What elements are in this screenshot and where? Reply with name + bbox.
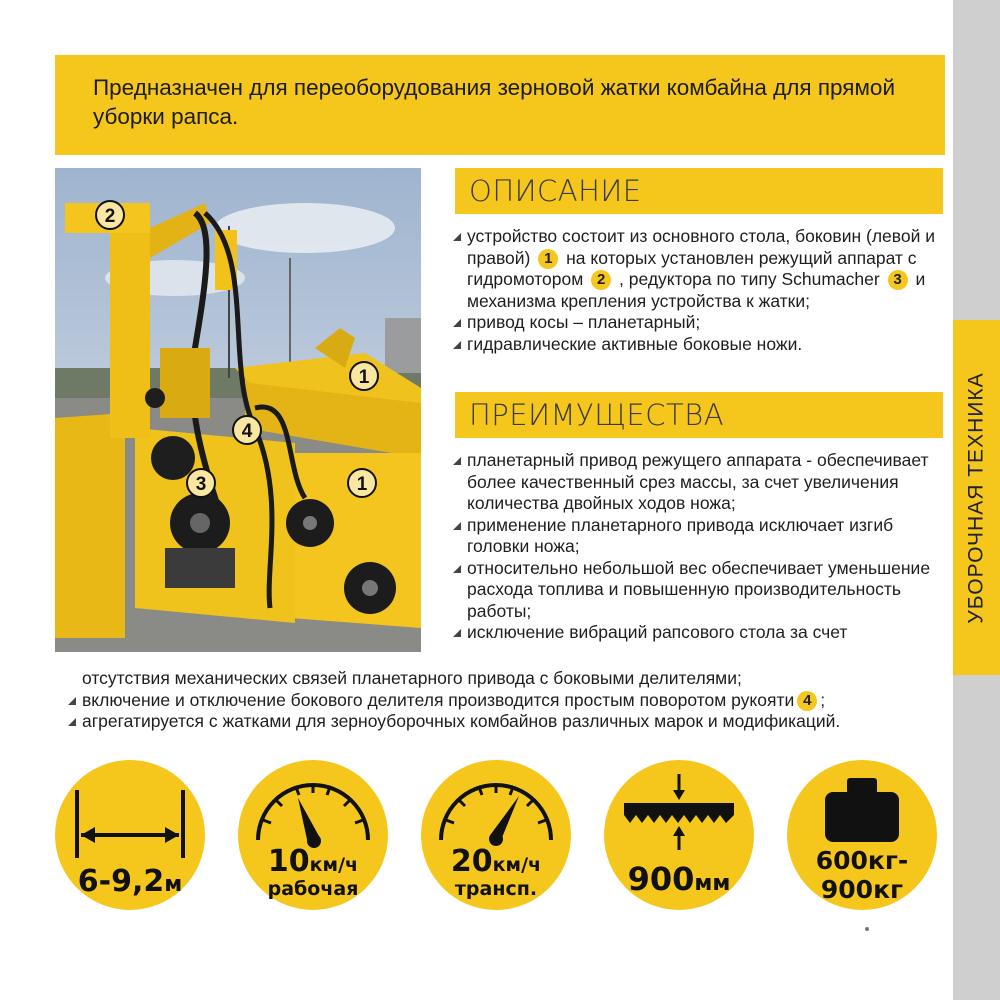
callout-badge-4 xyxy=(233,416,261,444)
list-item: агрегатируется с жатками для зерноуборочных комбайнов различных марок и модификаций. xyxy=(68,711,953,733)
list-item: относительно небольшой вес обеспечивает уменьшение расхода топлива и повышенную производительность работы; xyxy=(453,558,943,623)
spec-work-speed: 10км/ч рабочая xyxy=(238,760,388,910)
callout-number: 3 xyxy=(888,270,908,290)
decorative-dot xyxy=(865,927,869,931)
callout-badge-3 xyxy=(187,469,215,497)
spec-transport-speed: 20км/ч трансп. xyxy=(421,760,571,910)
svg-text:1: 1 xyxy=(358,367,370,388)
list-item: включение и отключение бокового делителя производится простым поворотом рукояти 4 ; xyxy=(68,690,953,712)
callout-badge-1-top xyxy=(350,362,378,390)
list-item-continuation: отсутствия механических связей планетарного привода с боковыми делителями; xyxy=(82,668,742,688)
bullet-triangle-icon xyxy=(68,697,76,705)
bullet-triangle-icon xyxy=(453,629,461,637)
spec-cut-height: 900мм xyxy=(604,760,754,910)
bullet-triangle-icon xyxy=(453,319,461,327)
callout-badge-1-side xyxy=(348,469,376,497)
callout-badge-2 xyxy=(96,201,124,229)
list-item: гидравлические активные боковые ножи. xyxy=(453,334,943,356)
spec-weight: 600кг- 900кг xyxy=(787,760,937,910)
spec-width: 6-9,2м xyxy=(55,760,205,910)
list-item: планетарный привод режущего аппарата - обеспечивает более качественный срез массы, за счет увеличения количества двойных ходов ножа; xyxy=(453,450,943,515)
intro-banner xyxy=(55,55,945,155)
side-category-label: УБОРОЧНАЯ ТЕХНИКА xyxy=(964,371,988,624)
bullet-triangle-icon xyxy=(453,233,461,241)
description-heading: ОПИСАНИЕ xyxy=(455,168,943,214)
bullet-triangle-icon xyxy=(453,457,461,465)
list-item: применение планетарного привода исключает изгиб головки ножа; xyxy=(453,515,943,558)
svg-text:4: 4 xyxy=(241,421,253,442)
svg-text:1: 1 xyxy=(356,474,368,495)
bullet-triangle-icon xyxy=(453,565,461,573)
bullet-triangle-icon xyxy=(68,718,76,726)
list-item: привод косы – планетарный; xyxy=(453,312,943,334)
callout-number: 4 xyxy=(797,691,817,711)
advantages-list xyxy=(453,450,943,644)
advantages-list-continued xyxy=(68,668,953,733)
equipment-photo xyxy=(55,168,421,652)
list-item: исключение вибраций рапсового стола за счет xyxy=(453,622,943,644)
bullet-triangle-icon xyxy=(453,522,461,530)
svg-text:2: 2 xyxy=(104,206,116,227)
svg-text:3: 3 xyxy=(195,474,207,495)
callout-number: 2 xyxy=(591,270,611,290)
side-category-tab xyxy=(953,320,1000,675)
bullet-triangle-icon xyxy=(453,341,461,349)
description-list xyxy=(453,226,943,355)
advantages-heading: ПРЕИМУЩЕСТВА xyxy=(455,392,943,438)
list-item: устройство состоит из основного стола, боковин (левой и правой) 1 на которых установлен режущий аппарат с гидромотором 2 , редуктора по типу Schumacher 3 и механизма крепления устройства к жатки; xyxy=(453,226,943,312)
spec-icons-row xyxy=(55,760,945,920)
callout-number: 1 xyxy=(538,249,558,269)
intro-text: Предназначен для переоборудования зерновой жатки комбайна для прямой уборки рапса. xyxy=(93,75,896,129)
